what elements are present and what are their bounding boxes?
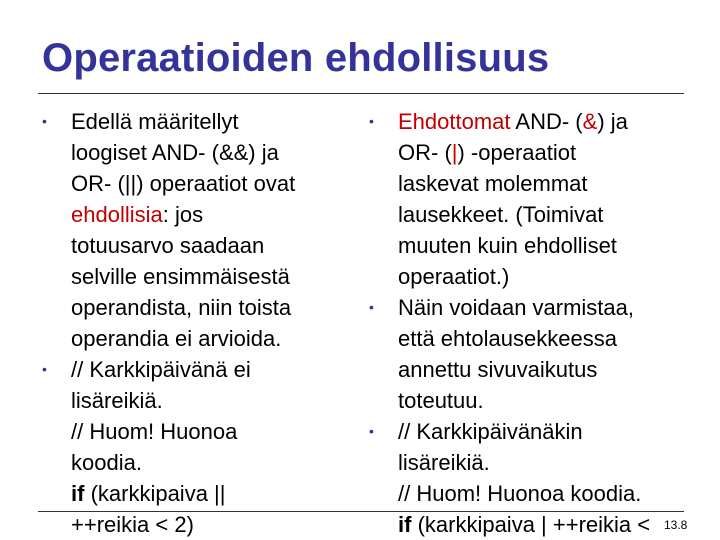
code-line	[71, 478, 358, 509]
text-fragment: AND- (	[510, 109, 583, 134]
bullet-icon: •	[369, 299, 374, 315]
text-line	[398, 137, 695, 168]
left-bullet-2	[38, 354, 358, 540]
right-bullet-2	[365, 292, 695, 416]
operator-text: &	[582, 109, 598, 134]
title-divider	[38, 93, 684, 94]
bullet-icon: •	[42, 113, 47, 129]
text-line: että ehtolausekkeessa	[398, 326, 617, 351]
text-line: Edellä määritellyt	[71, 109, 239, 134]
code-comment-line: koodia.	[71, 450, 142, 475]
text-line: operandia ei arvioida.	[71, 326, 282, 351]
right-bullet-1	[365, 106, 695, 292]
operator-text: |	[451, 140, 458, 165]
code-comment-line: lisäreikiä.	[71, 388, 163, 413]
footer-divider	[38, 511, 684, 512]
text-line: muuten kuin ehdolliset	[398, 233, 617, 258]
code-keyword: if	[398, 512, 412, 537]
highlight-text: Ehdottomat	[398, 109, 511, 134]
text-line: OR- (||) operaatiot ovat	[71, 171, 296, 196]
text-line	[71, 199, 358, 230]
bullet-icon: •	[42, 361, 47, 377]
text-line	[398, 106, 695, 137]
text-fragment: OR- (	[398, 140, 452, 165]
bullet-icon: •	[369, 113, 374, 129]
code-line	[398, 509, 695, 540]
text-line: toteutuu.	[398, 388, 484, 413]
text-line: operaatiot.)	[398, 264, 510, 289]
page-number: 13.8	[664, 518, 688, 532]
right-column	[365, 106, 695, 540]
code-comment-line: // Huom! Huonoa	[71, 419, 238, 444]
bullet-icon: •	[369, 423, 374, 439]
text-line: loogiset AND- (&&) ja	[71, 140, 279, 165]
slide-title: Operaatioiden ehdollisuus	[42, 36, 550, 80]
code-comment-line: lisäreikiä.	[398, 450, 490, 475]
text-fragment: ) ja	[597, 109, 628, 134]
text-line: selville ensimmäisestä	[71, 264, 290, 289]
text-line: operandista, niin toista	[71, 295, 292, 320]
text-line: laskevat molemmat	[398, 171, 588, 196]
code-fragment: (karkkipaiva | ++reikia <	[411, 512, 651, 537]
code-comment-line: // Karkkipäivänäkin	[398, 419, 583, 444]
right-bullet-3	[365, 416, 695, 540]
text-line: totuusarvo saadaan	[71, 233, 265, 258]
code-comment-line: // Karkkipäivänä ei	[71, 357, 251, 382]
code-line: ++reikia < 2)	[71, 512, 194, 537]
code-comment-line: // Huom! Huonoa koodia.	[398, 481, 642, 506]
code-fragment: (karkkipaiva ||	[84, 481, 226, 506]
highlight-text: ehdollisia	[71, 202, 163, 227]
text-line: annettu sivuvaikutus	[398, 357, 598, 382]
text-fragment: : jos	[162, 202, 204, 227]
left-column	[38, 106, 358, 540]
left-bullet-1	[38, 106, 358, 354]
text-line: Näin voidaan varmistaa,	[398, 295, 635, 320]
text-fragment: ) -operaatiot	[457, 140, 577, 165]
code-keyword: if	[71, 481, 85, 506]
text-line: lausekkeet. (Toimivat	[398, 202, 604, 227]
